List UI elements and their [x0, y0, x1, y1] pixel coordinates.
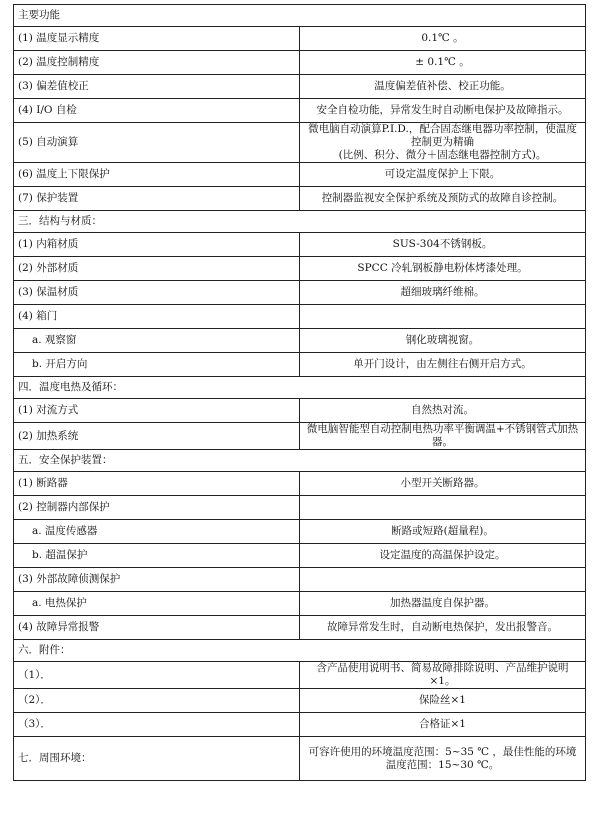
row-value [300, 305, 586, 329]
row-label: (6) 温度上下限保护 [14, 163, 300, 187]
row-label: (2) 控制器内部保护 [14, 496, 300, 520]
row-value-line-2: (比例、积分、微分＋固态继电器控制方式)。 [338, 149, 547, 161]
table-row [14, 163, 586, 187]
row-label: （1）． [14, 662, 300, 689]
row-label: (5) 自动演算 [14, 123, 300, 163]
row-value: 控制器监视安全保护系统及预防式的故障自诊控制。 [300, 187, 586, 211]
row-label: (4) 箱门 [14, 305, 300, 329]
row-value-line-1: 微电脑自动演算P.I.D.，配合固态继电器功率控制，使温度控制更为精确 [308, 123, 577, 148]
row-label: (1) 温度显示精度 [14, 27, 300, 51]
row-value: 可容许使用的环境温度范围：5~35 ℃ ，最佳性能的环境温度范围：15~30 ℃。 [300, 737, 586, 781]
row-value: 可设定温度保护上下限。 [300, 163, 586, 187]
row-value: 合格证×1 [300, 713, 586, 737]
table-row [14, 496, 586, 520]
table-row [14, 592, 586, 616]
table-row [14, 75, 586, 99]
table-row [14, 233, 586, 257]
section-title-environment: 七．周围环境： [14, 737, 300, 781]
row-label: a. 电热保护 [14, 592, 300, 616]
row-label: (4) 故障异常报警 [14, 616, 300, 640]
section-title-safety: 五．安全保护装置： [14, 450, 586, 472]
section-title-functions: 主要功能 [14, 5, 586, 27]
row-value [300, 568, 586, 592]
spec-table [13, 4, 586, 781]
table-row [14, 281, 586, 305]
table-row [14, 616, 586, 640]
row-label: b. 开启方向 [14, 353, 300, 377]
row-label: (2) 加热系统 [14, 423, 300, 450]
table-row [14, 329, 586, 353]
row-value: 故障异常发生时，自动断电热保护，发出报警音。 [300, 616, 586, 640]
row-label: (2) 温度控制精度 [14, 51, 300, 75]
row-value: 0.1℃ 。 [300, 27, 586, 51]
row-label: (3) 偏差值校正 [14, 75, 300, 99]
row-label: a. 温度传感器 [14, 520, 300, 544]
row-label: (1) 断路器 [14, 472, 300, 496]
table-row [14, 27, 586, 51]
section-row-structure [14, 211, 586, 233]
table-row [14, 399, 586, 423]
row-label: (1) 对流方式 [14, 399, 300, 423]
row-value [300, 496, 586, 520]
section-row-heating [14, 377, 586, 399]
row-value: 保险丝×1 [300, 689, 586, 713]
table-row [14, 187, 586, 211]
table-row [14, 123, 586, 163]
table-row [14, 520, 586, 544]
table-row [14, 713, 586, 737]
table-row [14, 353, 586, 377]
row-label: (7) 保护装置 [14, 187, 300, 211]
row-value: 自然热对流。 [300, 399, 586, 423]
section-row-functions [14, 5, 586, 27]
row-label: (3) 外部故障侦测保护 [14, 568, 300, 592]
table-row [14, 472, 586, 496]
row-value: 安全自检功能，异常发生时自动断电保护及故障指示。 [300, 99, 586, 123]
table-row [14, 99, 586, 123]
row-value: 超细玻璃纤维棉。 [300, 281, 586, 305]
row-value: 断路或短路(超量程)。 [300, 520, 586, 544]
row-value: 钢化玻璃视窗。 [300, 329, 586, 353]
row-value: ± 0.1℃ 。 [300, 51, 586, 75]
row-value: 单开门设计，由左侧往右侧开启方式。 [300, 353, 586, 377]
section-title-heating: 四．温度电热及循环： [14, 377, 586, 399]
table-row [14, 51, 586, 75]
table-row [14, 305, 586, 329]
section-row-environment [14, 737, 586, 781]
row-value: 含产品使用说明书、简易故障排除说明、产品维护说明×1。 [300, 662, 586, 689]
section-row-safety [14, 450, 586, 472]
row-value-multiline [300, 123, 586, 163]
table-row [14, 568, 586, 592]
row-label: (1) 内箱材质 [14, 233, 300, 257]
row-label: (2) 外部材质 [14, 257, 300, 281]
row-label: a. 观察窗 [14, 329, 300, 353]
table-row [14, 423, 586, 450]
table-row [14, 689, 586, 713]
row-label: (3) 保温材质 [14, 281, 300, 305]
row-value: 小型开关断路器。 [300, 472, 586, 496]
row-label: （2）． [14, 689, 300, 713]
row-value: 微电脑智能型自动控制电热功率平衡调温+不锈钢管式加热器。 [300, 423, 586, 450]
row-label: (4) I/O 自检 [14, 99, 300, 123]
row-value: 设定温度的高温保护设定。 [300, 544, 586, 568]
row-value: 加热器温度自保护器。 [300, 592, 586, 616]
section-row-accessories [14, 640, 586, 662]
row-label: （3）． [14, 713, 300, 737]
table-row [14, 257, 586, 281]
table-row [14, 544, 586, 568]
section-title-structure: 三．结构与材质： [14, 211, 586, 233]
row-value: 温度偏差值补偿、校正功能。 [300, 75, 586, 99]
section-title-accessories: 六．附件： [14, 640, 586, 662]
row-value: SUS-304不锈钢板。 [300, 233, 586, 257]
row-value: SPCC 冷轧钢板静电粉体烤漆处理。 [300, 257, 586, 281]
table-row [14, 662, 586, 689]
row-label: b. 超温保护 [14, 544, 300, 568]
